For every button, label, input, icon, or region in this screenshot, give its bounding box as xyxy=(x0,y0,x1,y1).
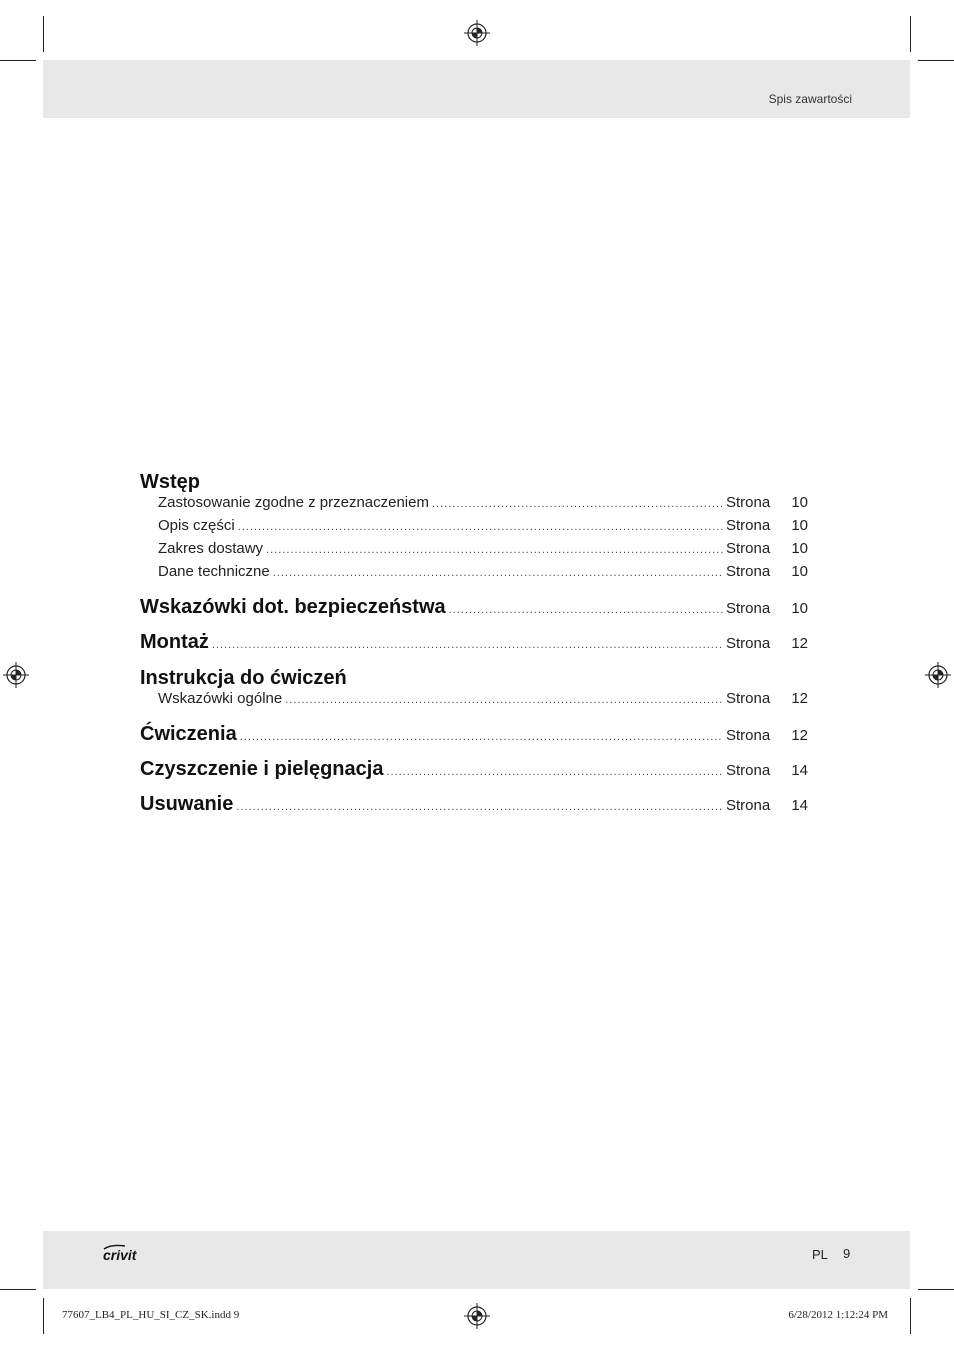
toc-entry[interactable] xyxy=(140,631,808,656)
toc-entry-strona: Strona xyxy=(726,494,771,511)
toc-leader-dots xyxy=(240,731,723,743)
toc-section-bezpieczenstwo xyxy=(140,596,808,621)
header-band xyxy=(43,60,910,118)
toc-entry[interactable] xyxy=(140,723,808,748)
toc-leader-dots xyxy=(266,544,723,556)
svg-text:crivit: crivit xyxy=(103,1247,137,1263)
crop-mark xyxy=(43,16,44,52)
toc-entry-page: 10 xyxy=(791,600,808,617)
toc-section-montaz xyxy=(140,631,808,656)
registration-mark-icon xyxy=(464,20,490,46)
toc-leader-dots xyxy=(285,694,723,706)
toc-section-czyszczenie xyxy=(140,758,808,783)
toc-entry-strona: Strona xyxy=(726,635,771,652)
toc-entry[interactable] xyxy=(140,563,808,586)
toc-section-title: Instrukcja do ćwiczeń xyxy=(140,667,347,689)
toc-entry-label: Zakres dostawy xyxy=(158,540,264,557)
toc-section-title: Wstęp xyxy=(140,471,200,493)
toc-entry-page: 14 xyxy=(791,797,808,814)
toc-entry-strona: Strona xyxy=(726,690,771,707)
toc-entry-page: 10 xyxy=(791,563,808,580)
toc-leader-dots xyxy=(386,766,723,778)
toc-leader-dots xyxy=(238,521,723,533)
crivit-logo-icon xyxy=(101,1243,149,1263)
toc-section-title: Usuwanie xyxy=(140,793,234,815)
toc-entry-strona: Strona xyxy=(726,563,771,580)
footer-language: PL xyxy=(812,1247,828,1262)
footer-band xyxy=(43,1231,910,1289)
toc-entry-strona: Strona xyxy=(726,517,771,534)
toc-entry-page: 10 xyxy=(791,494,808,511)
toc-entry-page: 12 xyxy=(791,635,808,652)
footer-page-number: 9 xyxy=(843,1246,851,1261)
toc-leader-dots xyxy=(212,639,723,651)
toc-section-usuwanie xyxy=(140,793,808,818)
toc-entry-page: 12 xyxy=(791,690,808,707)
toc-entry-strona: Strona xyxy=(726,762,771,779)
toc-entry-strona: Strona xyxy=(726,600,771,617)
toc-section-title: Czyszczenie i pielęgnacja xyxy=(140,758,384,780)
toc-leader-dots xyxy=(236,801,723,813)
toc-entry-page: 12 xyxy=(791,727,808,744)
toc-section-wstep xyxy=(140,470,808,586)
table-of-contents xyxy=(140,470,808,828)
toc-section-cwiczenia xyxy=(140,723,808,748)
toc-entry-strona: Strona xyxy=(726,797,771,814)
toc-entry[interactable] xyxy=(140,690,808,713)
page-header-title: Spis zawartości xyxy=(768,92,852,106)
toc-section-title: Ćwiczenia xyxy=(140,723,237,745)
toc-section-instrukcja xyxy=(140,666,808,713)
toc-leader-dots xyxy=(449,604,723,616)
crop-mark xyxy=(918,1289,954,1290)
toc-entry-label: Zastosowanie zgodne z przeznaczeniem xyxy=(158,494,429,511)
crop-mark xyxy=(43,1298,44,1334)
toc-entry[interactable] xyxy=(140,540,808,563)
toc-entry-label: Opis części xyxy=(158,517,235,534)
toc-leader-dots xyxy=(273,567,723,579)
toc-leader-dots xyxy=(432,498,723,510)
toc-entry[interactable] xyxy=(140,517,808,540)
toc-entry-strona: Strona xyxy=(726,540,771,557)
registration-mark-icon xyxy=(464,1303,490,1329)
toc-entry[interactable] xyxy=(140,494,808,517)
toc-entry-label: Dane techniczne xyxy=(158,563,270,580)
toc-entry-page: 10 xyxy=(791,517,808,534)
registration-mark-icon xyxy=(3,662,29,688)
print-slug-datetime: 6/28/2012 1:12:24 PM xyxy=(788,1309,888,1321)
crop-mark xyxy=(918,60,954,61)
toc-entry-page: 14 xyxy=(791,762,808,779)
toc-entry-label: Wskazówki ogólne xyxy=(158,690,283,707)
toc-entry-page: 10 xyxy=(791,540,808,557)
toc-entry[interactable] xyxy=(140,596,808,621)
toc-entry[interactable] xyxy=(140,758,808,783)
crop-mark xyxy=(0,60,36,61)
toc-entry[interactable] xyxy=(140,793,808,818)
toc-entry-strona: Strona xyxy=(726,727,771,744)
registration-mark-icon xyxy=(925,662,951,688)
toc-section-title: Montaż xyxy=(140,631,209,653)
crop-mark xyxy=(0,1289,36,1290)
crop-mark xyxy=(910,1298,911,1334)
toc-section-title: Wskazówki dot. bezpieczeństwa xyxy=(140,596,446,618)
print-slug-filename: 77607_LB4_PL_HU_SI_CZ_SK.indd 9 xyxy=(62,1309,240,1321)
crop-mark xyxy=(910,16,911,52)
